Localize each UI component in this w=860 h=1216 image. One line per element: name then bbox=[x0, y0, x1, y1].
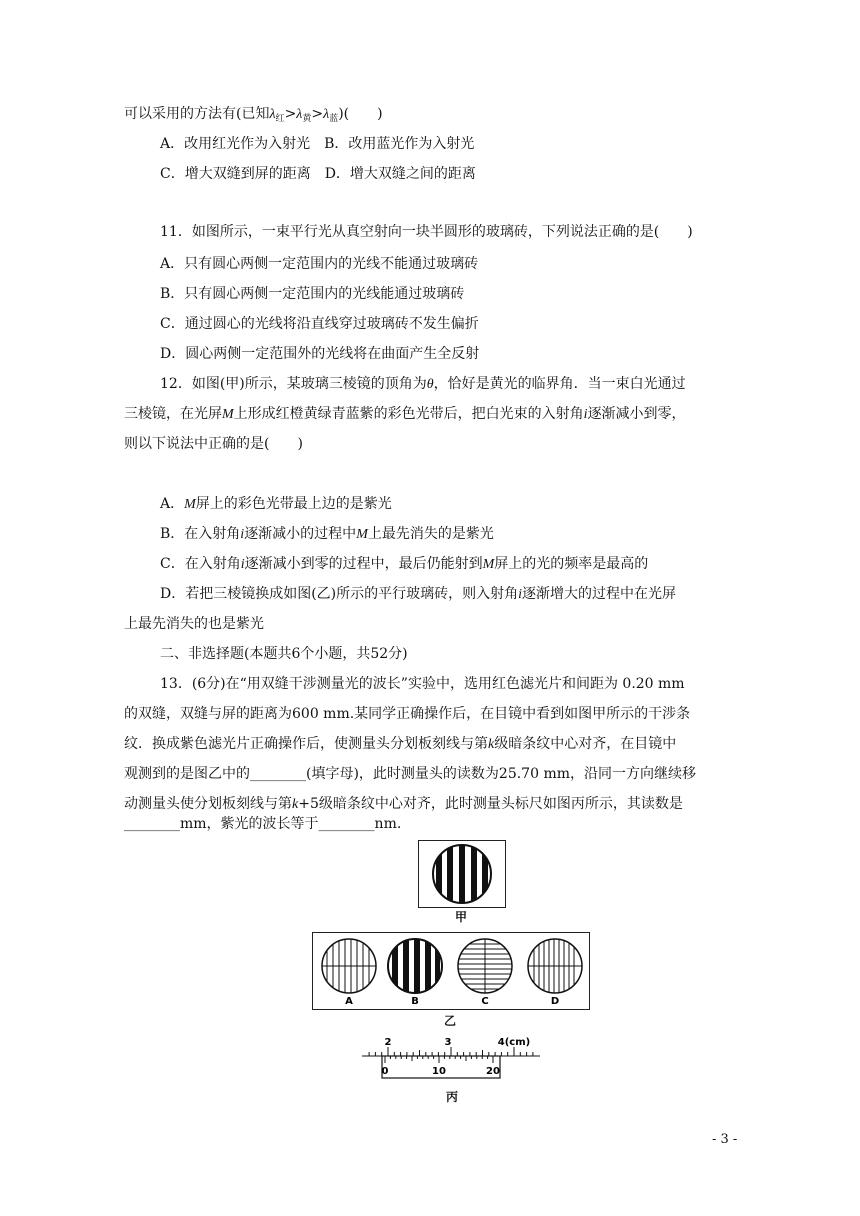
q13-line3: 纹．换成紫色滤光片正确操作后，使测量头分划板刻线与第k级暗条纹中心对齐，在目镜中 bbox=[124, 736, 677, 752]
page-number: - 3 - bbox=[712, 1132, 738, 1147]
q12-option-c: C．在入射角i逐渐减小到零的过程中，最后仍能射到M屏上的光的频率是最高的 bbox=[160, 556, 649, 572]
q12-option-a: A．M屏上的彩色光带最上边的是紫光 bbox=[160, 496, 392, 512]
option-b-fringes bbox=[388, 933, 442, 1003]
q11-option-d: D．圆心两侧一定范围外的光线将在曲面产生全反射 bbox=[160, 346, 480, 362]
option-b-label: B bbox=[411, 996, 419, 1007]
q11-option-a: A．只有圆心两侧一定范围内的光线不能通过玻璃砖 bbox=[160, 256, 479, 272]
main-scale-ticks bbox=[369, 1047, 533, 1056]
q12-option-d: D．若把三棱镜换成如图(乙)所示的平行玻璃砖，则入射角i逐渐增大的过程中在光屏 bbox=[160, 586, 677, 602]
q10-options-line1: A．改用红光作为入射光 B．改用蓝光作为入射光 bbox=[160, 136, 475, 152]
q13-line4: 观测到的是图乙中的________(填字母)，此时测量头的读数为25.70 mm，沿同一方向继续移 bbox=[124, 766, 697, 782]
q13-line6: ________mm，紫光的波长等于________nm. bbox=[124, 816, 402, 832]
q11-stem: 11．如图所示，一束平行光从真空射向一块半圆形的玻璃砖，下列说法正确的是( ) bbox=[160, 224, 693, 240]
q12-line2: 三棱镜，在光屏M上形成红橙黄绿青蓝紫的彩色光带后，把白光束的入射角i逐渐减小到零， bbox=[124, 406, 686, 422]
main-scale-label-2: 2 bbox=[384, 1037, 392, 1048]
figure-yi-frame bbox=[312, 932, 590, 1010]
q10-options-line2: C．增大双缝到屏的距离 D．增大双缝之间的距离 bbox=[160, 166, 476, 182]
q12-option-d-line2: 上最先消失的也是紫光 bbox=[124, 616, 264, 632]
figure-jia-fringes bbox=[419, 841, 505, 907]
q13-line2: 的双缝，双缝与屏的距离为600 mm.某同学正确操作后，在目镜中看到如图甲所示的干涉条 bbox=[124, 706, 691, 722]
q12-option-b: B．在入射角i逐渐减小的过程中M上最先消失的是紫光 bbox=[160, 526, 494, 542]
main-scale-label-4: 4(cm) bbox=[497, 1037, 531, 1048]
vernier-label-10: 10 bbox=[432, 1066, 446, 1077]
section-heading: 二、非选择题(本题共6个小题，共52分) bbox=[160, 646, 408, 662]
q13-line1: 13．(6分)在“用双缝干涉测量光的波长”实验中，选用红色滤光片和间距为 0.20 mm bbox=[160, 676, 685, 692]
q11-option-b: B．只有圆心两侧一定范围内的光线能通过玻璃砖 bbox=[160, 286, 465, 302]
vernier-scale-ticks bbox=[385, 1056, 493, 1063]
figure-yi-fringes bbox=[313, 933, 589, 1009]
option-c-fringes bbox=[453, 937, 518, 995]
figure-bing-label: 丙 bbox=[445, 1090, 458, 1104]
figure-yi-label: 乙 bbox=[443, 1014, 456, 1028]
figure-jia-label: 甲 bbox=[454, 910, 467, 924]
q12-line3: 则以下说法中正确的是( ) bbox=[124, 436, 303, 452]
figure-jia-frame bbox=[418, 840, 506, 908]
main-scale-label-3: 3 bbox=[444, 1037, 452, 1048]
vernier-label-20: 20 bbox=[486, 1066, 500, 1077]
vernier-label-0: 0 bbox=[381, 1066, 389, 1077]
q12-line1: 12．如图(甲)所示，某玻璃三棱镜的顶角为θ，恰好是黄光的临界角．当一束白光通过 bbox=[160, 376, 686, 392]
option-c-label: C bbox=[481, 996, 489, 1007]
q11-option-c: C．通过圆心的光线将沿直线穿过玻璃砖不发生偏折 bbox=[160, 316, 479, 332]
q10-stem: 可以采用的方法有(已知$\lambda_红>\lambda_黄>\lambda_蓝$)( ) bbox=[124, 106, 383, 124]
q13-line5: 动测量头使分划板刻线与第k+5级暗条纹中心对齐，此时测量头标尺如图丙所示，其读数是 bbox=[124, 796, 683, 812]
option-d-fringes bbox=[528, 933, 582, 1003]
option-a-label: A bbox=[345, 996, 353, 1007]
option-d-label: D bbox=[550, 996, 560, 1007]
option-a-fringes bbox=[322, 933, 376, 1003]
